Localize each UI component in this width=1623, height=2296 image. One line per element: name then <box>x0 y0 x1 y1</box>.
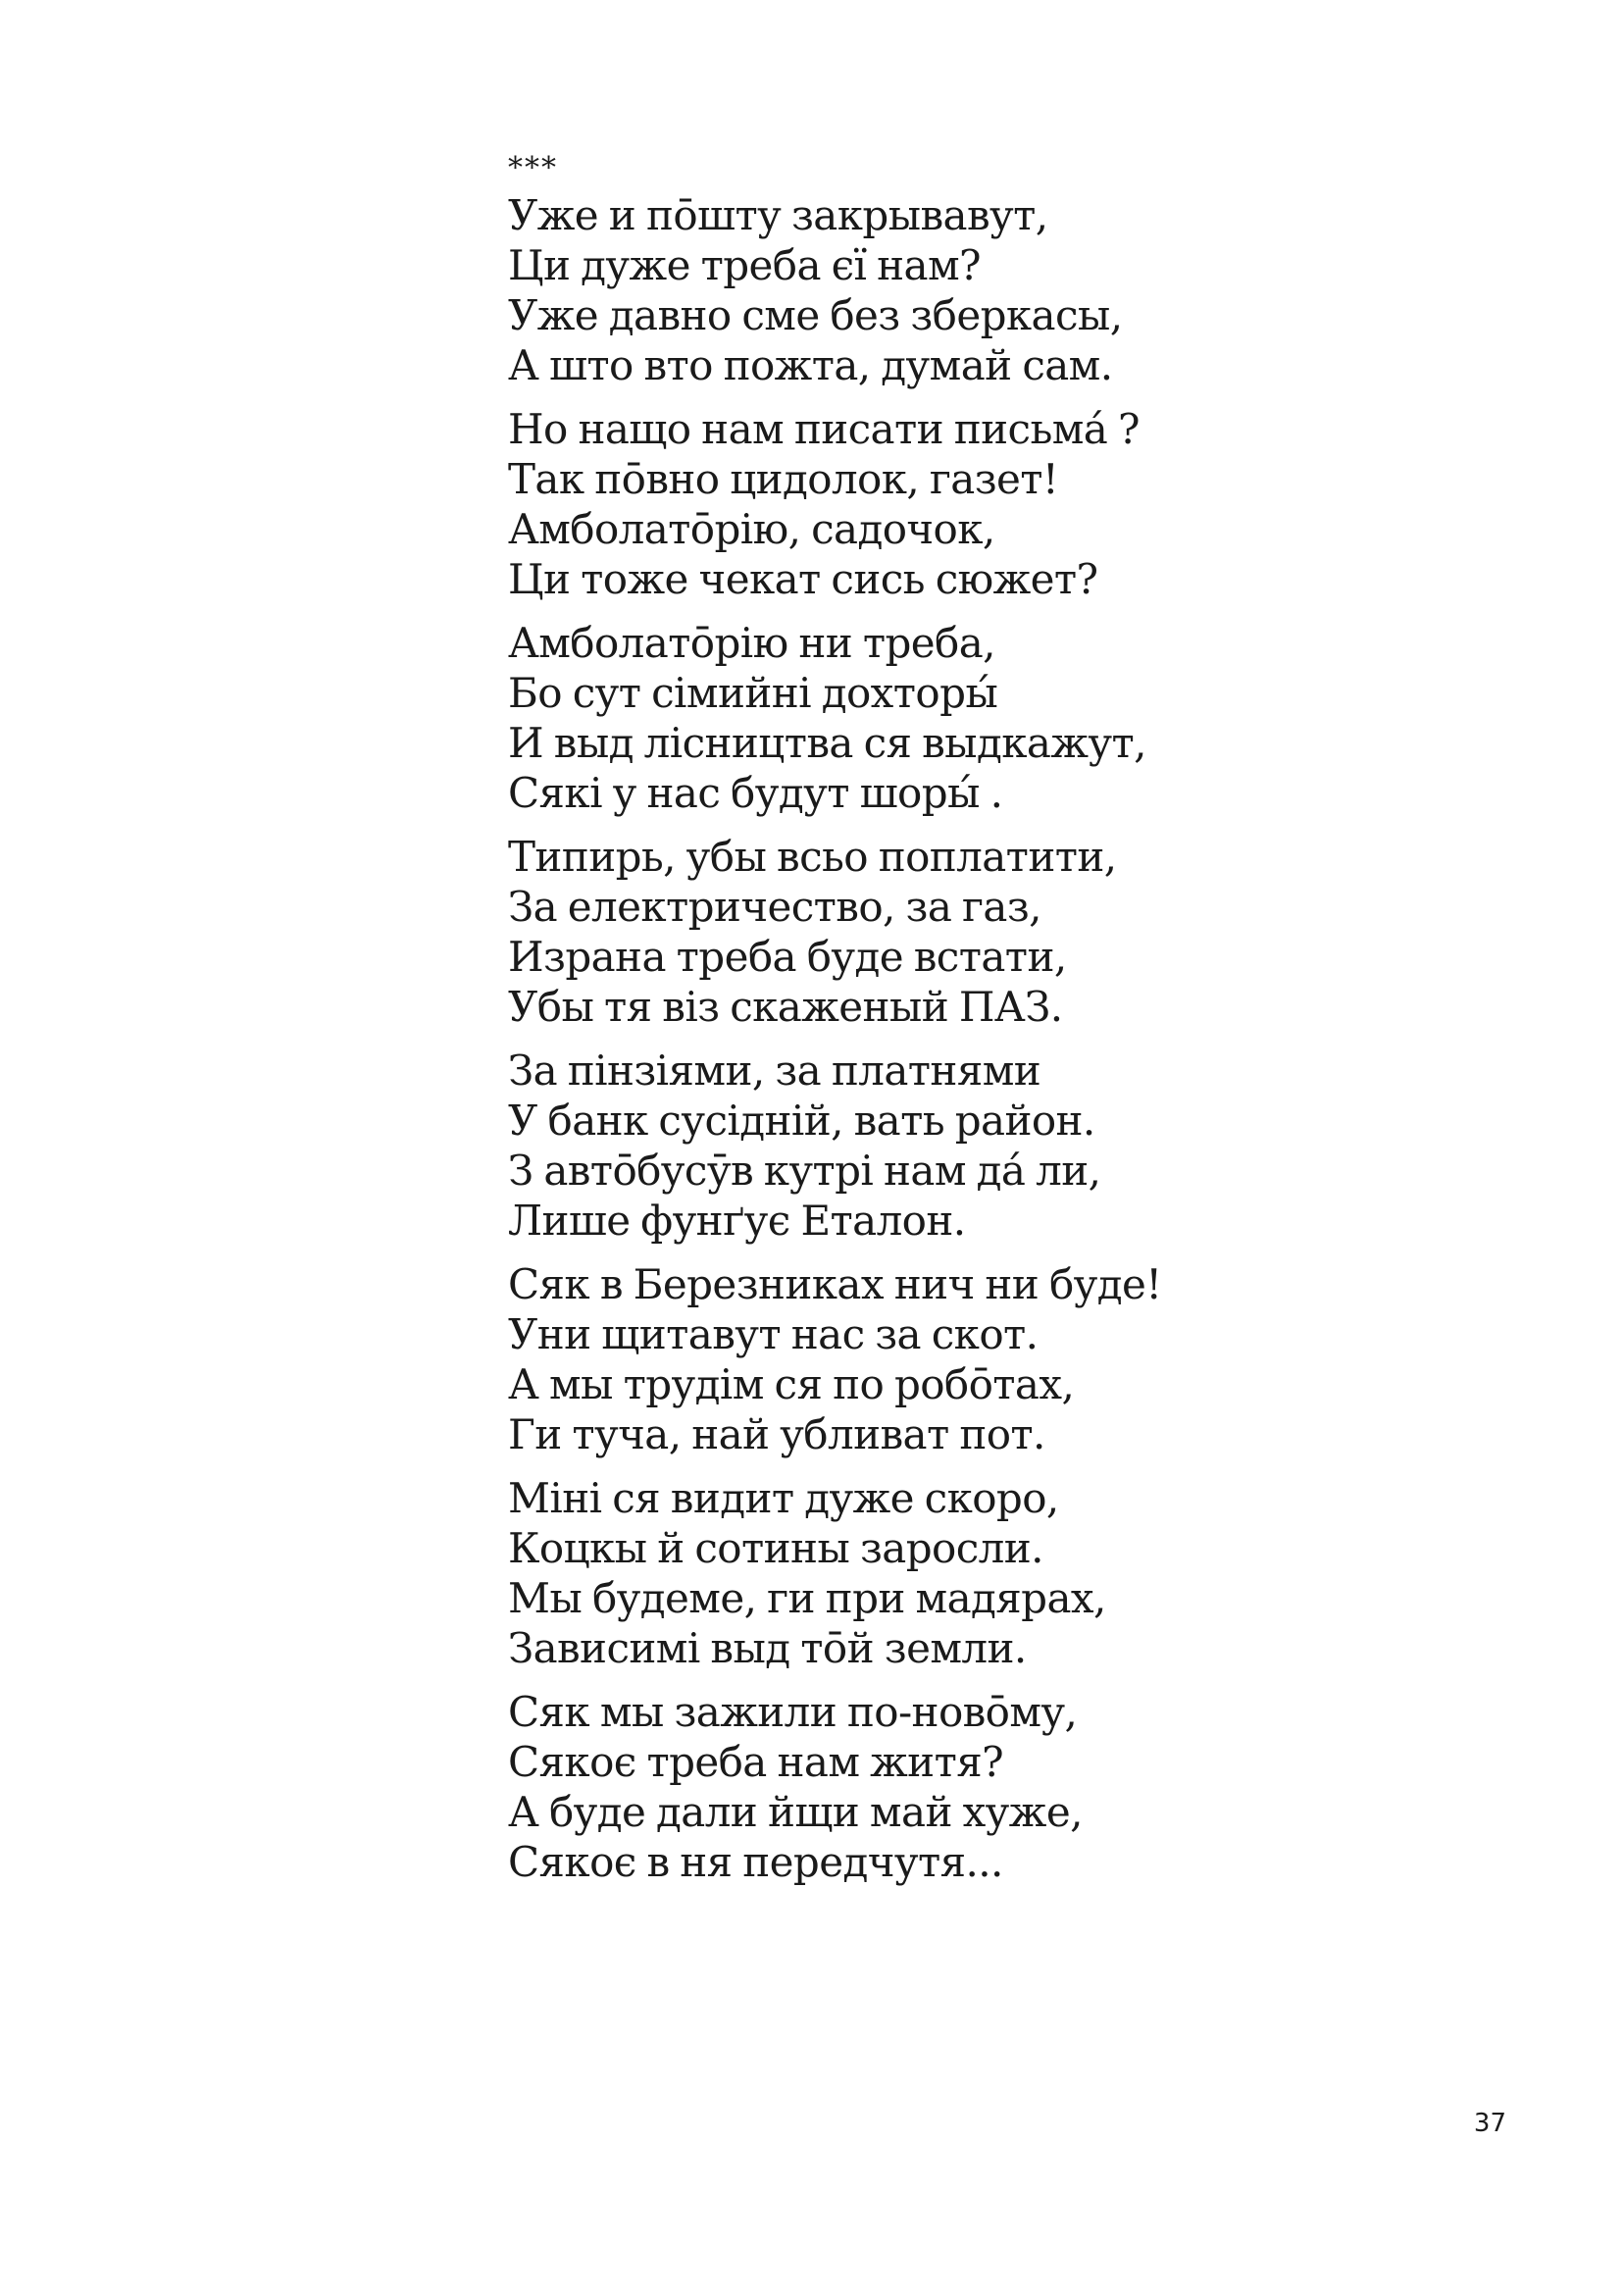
poem-line: Уже давно сме без зберкасы, <box>508 291 1123 339</box>
poem-line: А мы трудім ся по робōтах, <box>508 1360 1075 1408</box>
poem-line: Ци дуже треба єї нам? <box>508 241 981 289</box>
poem-line: Мы будеме, ги при мадярах, <box>508 1574 1106 1622</box>
poem-line: Ци тоже чекат сись сюжет? <box>508 555 1098 603</box>
poem-line: Но нащо нам писати письма́ ? <box>508 405 1140 453</box>
stanza <box>508 190 1489 390</box>
poem-line: А што вто пожта, думай сам. <box>508 341 1113 389</box>
poem-line: Амболатōрію, садочок, <box>508 505 995 553</box>
poem-line: Уже и пōшту закрывавут, <box>508 191 1048 239</box>
poem-line: Ги туча, най убливат пот. <box>508 1410 1045 1458</box>
poem-line: Сякоє треба нам житя? <box>508 1738 1004 1786</box>
poem-line: Сякі у нас будут шоры́ . <box>508 769 1003 817</box>
poem-line: Коцкы й сотины заросли. <box>508 1524 1043 1572</box>
poem-line: Сякоє в ня передчутя... <box>508 1838 1003 1886</box>
section-separator: *** <box>508 151 558 185</box>
poem-line: У банк сусідній, вать район. <box>508 1097 1095 1145</box>
poem-line: Сяк мы зажили по-новōму, <box>508 1688 1078 1736</box>
stanza <box>508 1046 1489 1246</box>
poem-line: Зависимі выд тōй земли. <box>508 1624 1027 1672</box>
stanza <box>508 1259 1489 1459</box>
poem-line: Убы тя віз скаженый ПАЗ. <box>508 983 1063 1031</box>
poem-line: Бо сут сімийні дохторы́ <box>508 669 998 717</box>
poem-line: Израна треба буде встати, <box>508 933 1067 981</box>
stanza <box>508 404 1489 604</box>
stanza <box>508 832 1489 1032</box>
poem-line: За електричество, за газ, <box>508 883 1041 931</box>
poem-line: А буде дали йщи май хуже, <box>508 1788 1083 1836</box>
poem-line: Типирь, убы всьо поплатити, <box>508 833 1117 881</box>
poem-line: И выд лісництва ся выдкажут, <box>508 719 1146 767</box>
poem <box>508 149 1489 1901</box>
poem-line: Сяк в Березниках нич ни буде! <box>508 1260 1162 1308</box>
poem-line: Амболатōрію ни треба, <box>508 619 995 667</box>
poem-line: Лише фунґує Еталон. <box>508 1197 966 1245</box>
stanza <box>508 618 1489 818</box>
poem-line: З автōбусӯв кутрі нам да́ ли, <box>508 1147 1101 1195</box>
stanza <box>508 1473 1489 1673</box>
poem-line: Уни щитавут нас за скот. <box>508 1310 1039 1358</box>
page-number: 37 <box>1473 2109 1506 2138</box>
stanza-list <box>508 190 1489 1887</box>
stanza <box>508 1687 1489 1887</box>
poem-line: Міні ся видит дуже скоро, <box>508 1474 1059 1522</box>
poem-line: Так пōвно цидолок, газет! <box>508 455 1059 503</box>
poem-line: За пінзіями, за платнями <box>508 1046 1041 1095</box>
